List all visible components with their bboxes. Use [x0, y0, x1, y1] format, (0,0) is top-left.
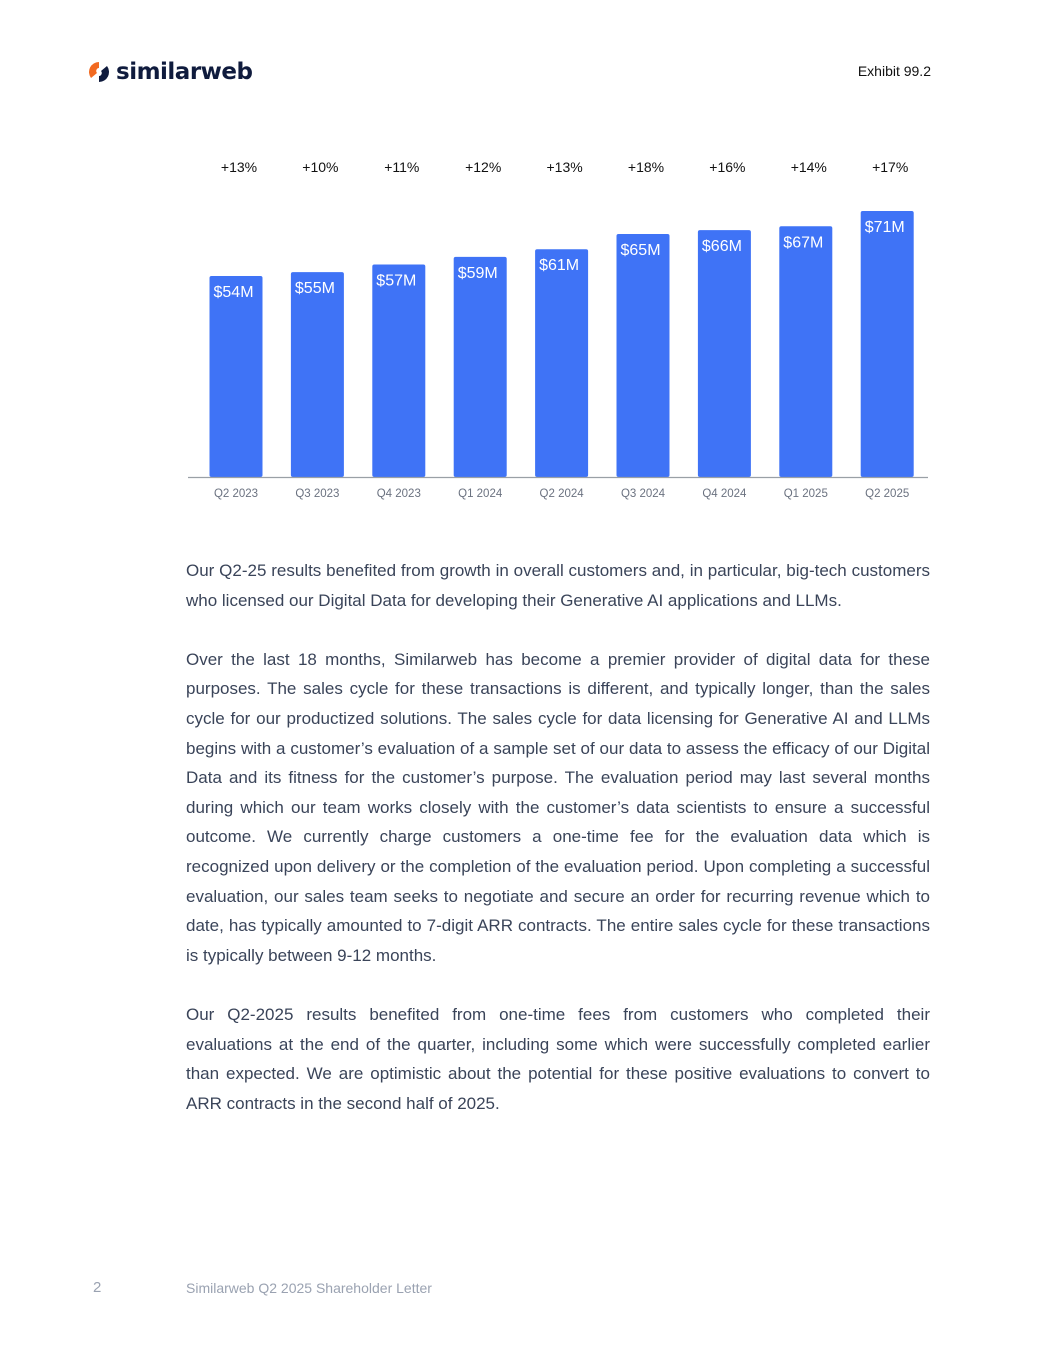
- chart-bar: [698, 230, 751, 477]
- x-tick-label: Q2 2025: [865, 488, 910, 500]
- bar-value-label: $59M: [457, 264, 498, 282]
- bar-value-label: $54M: [213, 284, 254, 301]
- growth-label: +11%: [384, 159, 420, 175]
- logo-wordmark: similarweb: [116, 59, 253, 85]
- paragraph-1: Our Q2-25 results benefited from growth in overall customers and, in particular, big-tech customers who licensed our Digital Data for developing their Generative AI applications and LLMs.: [186, 561, 930, 610]
- chart-bar: [779, 226, 832, 477]
- growth-label: +12%: [465, 159, 502, 175]
- paragraph-3: Our Q2-2025 results benefited from one-time fees from customers who completed their evaluations at the end of the quarter, including some which were successfully completed earlier than expected. We are optimistic about the potential for these positive evaluations to convert to ARR contracts in the second half of 2025.: [186, 1004, 930, 1113]
- x-tick-label: Q2 2023: [213, 488, 259, 500]
- bar-value-label: $55M: [294, 280, 335, 298]
- x-tick-label: Q4 2024: [702, 488, 747, 500]
- bar-value-label: $67M: [783, 234, 824, 252]
- bar-value-label: $71M: [864, 219, 905, 236]
- chart-bar: [372, 265, 425, 477]
- bar-value-label: $57M: [376, 272, 417, 290]
- revenue-bar-chart: [0, 0, 1055, 530]
- chart-bar: [535, 249, 588, 477]
- bar-value-label: $65M: [620, 241, 661, 259]
- growth-label: +10%: [302, 159, 339, 175]
- chart-bar: [454, 257, 507, 477]
- growth-label: +13%: [220, 159, 258, 175]
- exhibit-label: Exhibit 99.2: [857, 63, 931, 79]
- page-number: 2: [93, 1279, 102, 1296]
- footer-title: Similarweb Q2 2025 Shareholder Letter: [186, 1280, 432, 1296]
- chart-bar: [617, 234, 670, 477]
- x-tick-label: Q2 2024: [539, 488, 584, 500]
- growth-label: +13%: [546, 159, 583, 175]
- growth-label: +14%: [790, 159, 827, 175]
- growth-label: +18%: [627, 159, 665, 175]
- bar-value-label: $66M: [701, 238, 742, 256]
- growth-label: +17%: [872, 159, 909, 175]
- chart-bar: [210, 276, 263, 477]
- paragraph-2: Over the last 18 months, Similarweb has become a premier provider of digital data for these purposes. The sales cycle for these transactions is different, and typically longer, than the sales cycle for our productized solutions. The sales cycle for data licensing for Generative AI and LLMs begins with a customer’s evaluation of a sample set of our data to assess the efficacy of our Digital Data and its fitness for the customer’s purpose. The evaluation period may last several months during which our team works closely with the customer’s data scientists to ensure a successful outcome. We currently charge customers a one-time fee for the evaluation data which is recognized upon delivery or the completion of the evaluation period. Upon completing a successful evaluation, our sales team seeks to negotiate and secure an order for recurring revenue which to date, has typically amounted to 7-digit ARR contracts. The entire sales cycle for these transactions is typically between 9-12 months.: [186, 649, 930, 965]
- x-tick-label: Q1 2025: [783, 488, 828, 500]
- chart-bar: [291, 272, 344, 477]
- bar-value-label: $61M: [539, 257, 580, 275]
- body-text: [186, 556, 930, 1148]
- growth-label: +16%: [709, 159, 746, 175]
- x-tick-label: Q3 2023: [295, 488, 340, 500]
- x-tick-label: Q4 2023: [376, 488, 421, 500]
- chart-bar: [861, 211, 914, 477]
- x-tick-label: Q1 2024: [458, 488, 503, 500]
- x-tick-label: Q3 2024: [620, 488, 666, 500]
